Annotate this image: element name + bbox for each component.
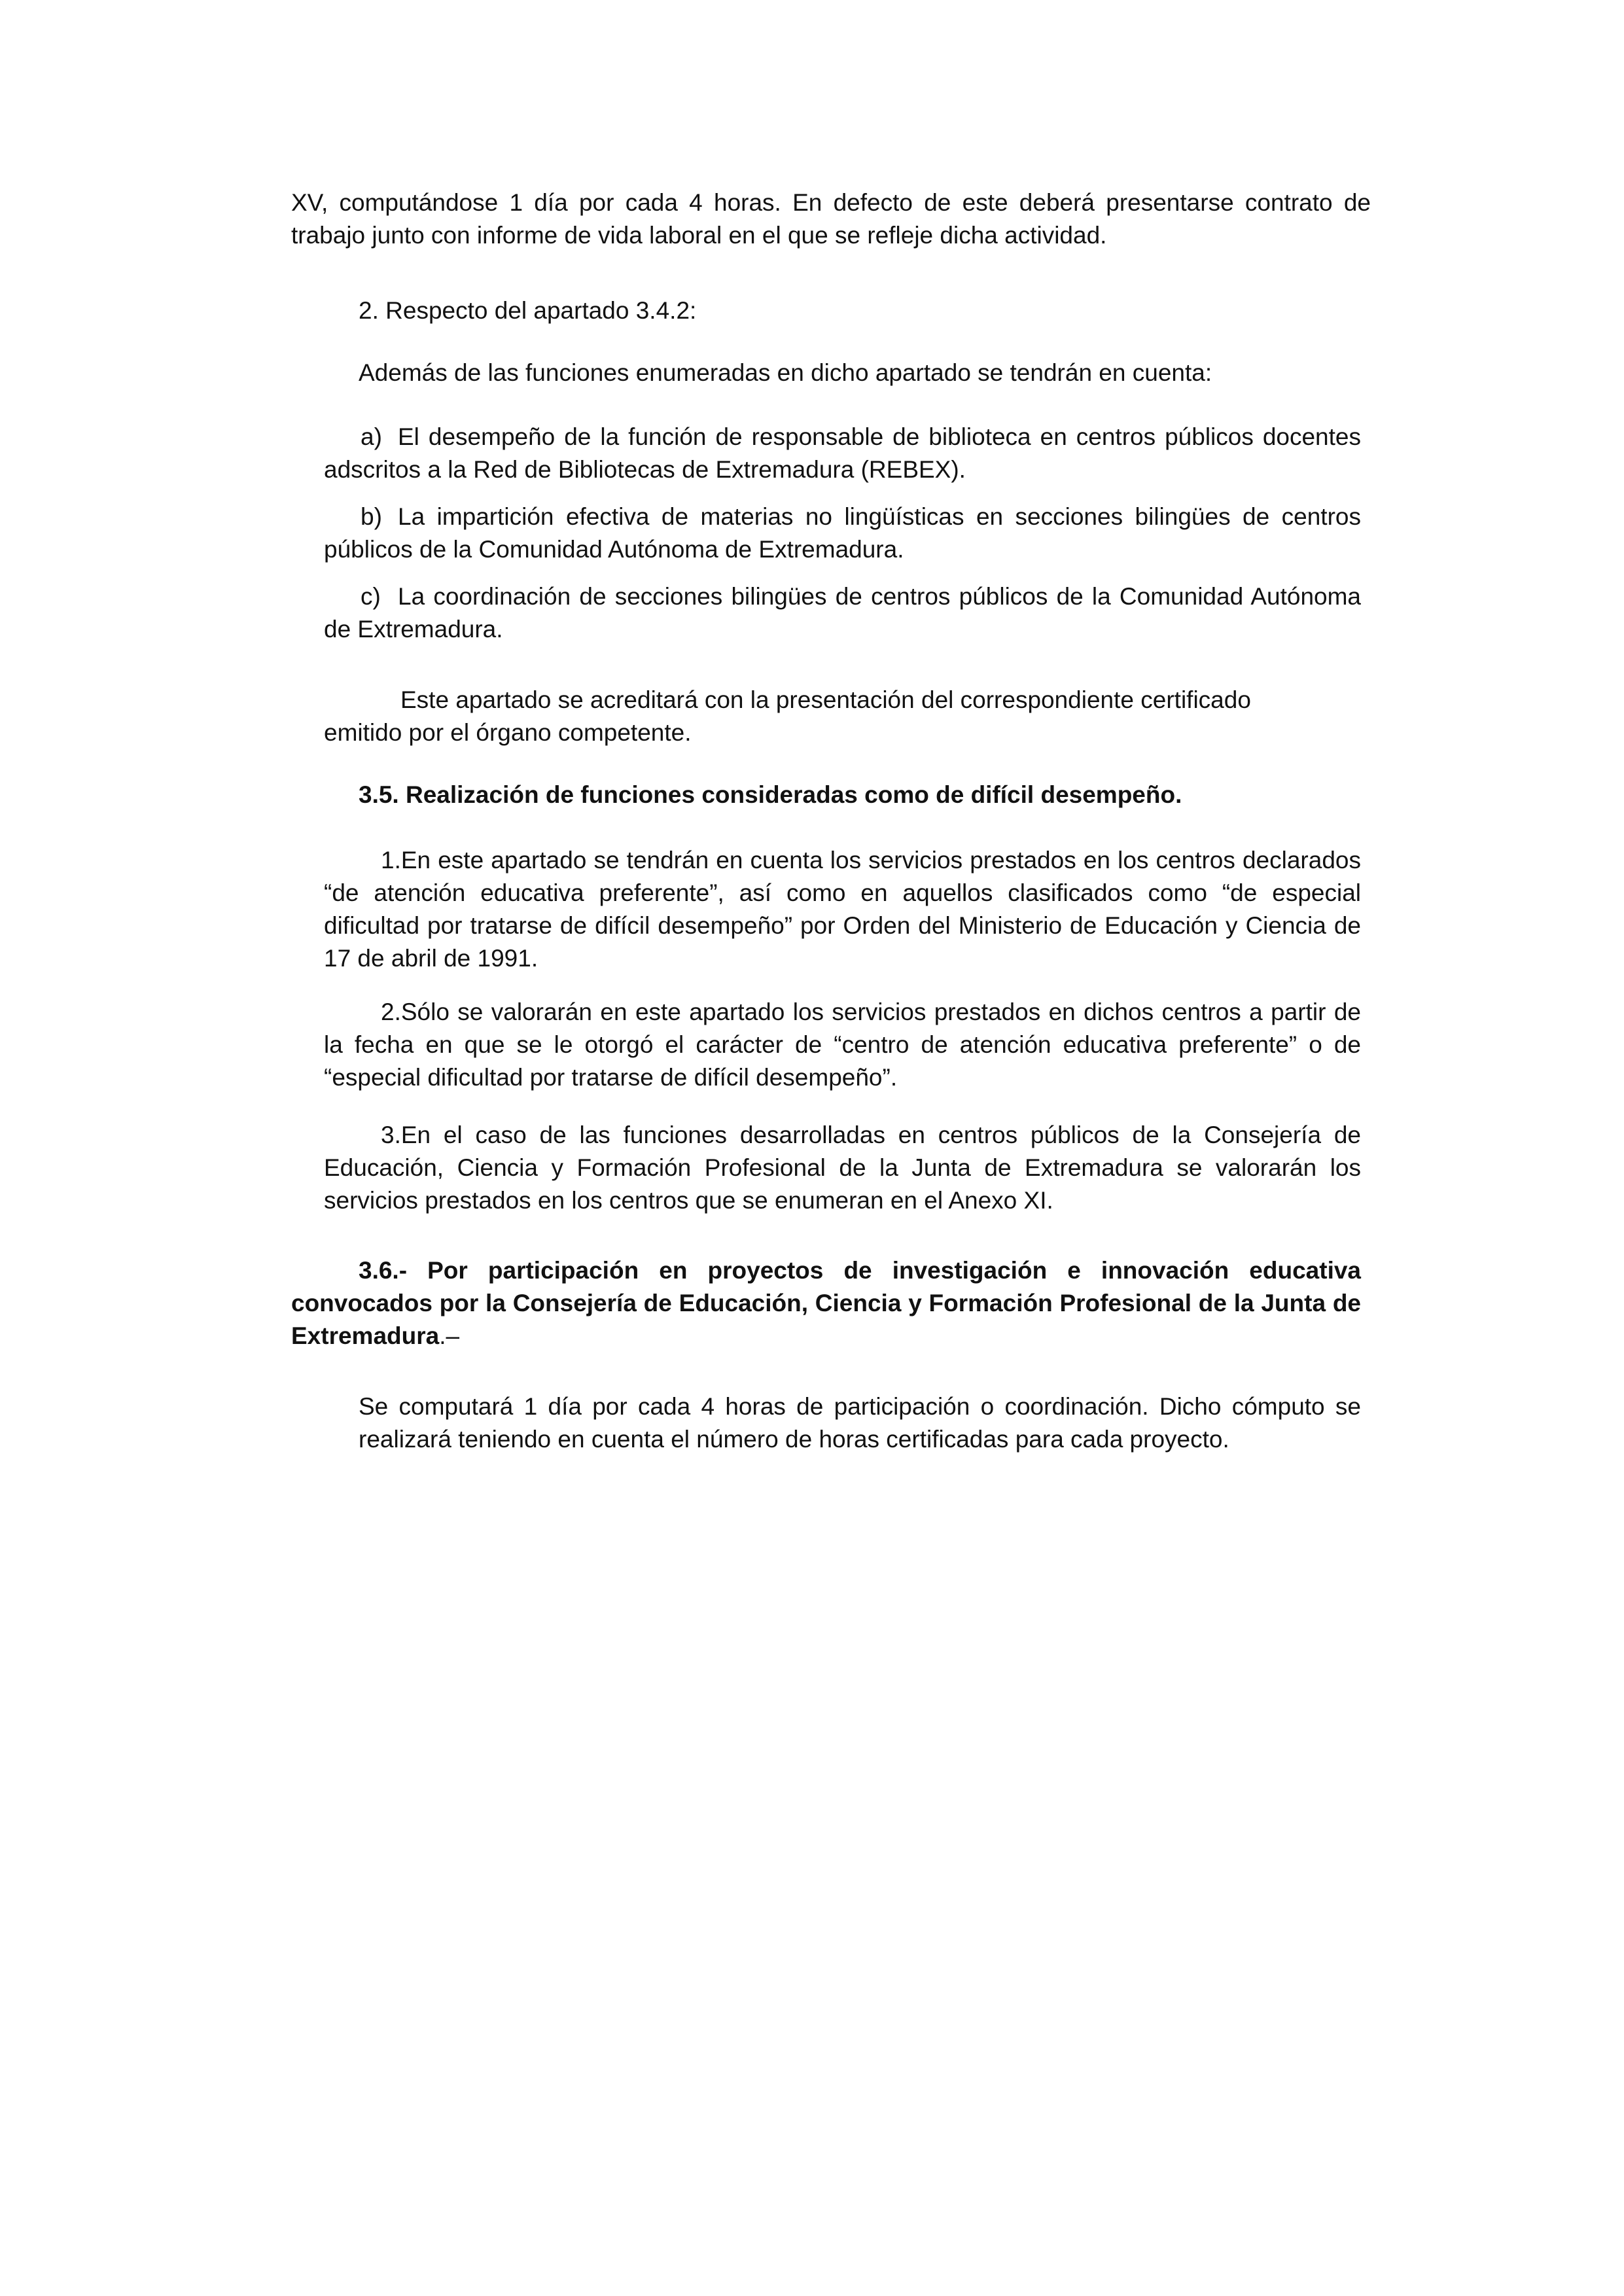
section-3-5-paragraph-2: 2.Sólo se valorarán en este apartado los servicios prestados en dichos centros a partir de la fecha en que se le otorgó el carácter de “centro de atención educativa preferente” o de “especial dificultad por tratarse de difícil desempeño”. — [324, 998, 1361, 1091]
list-item-a — [324, 421, 1361, 486]
section-3-6-paragraph: Se computará 1 día por cada 4 horas de participación o coordinación. Dicho cómputo se realizará teniendo en cuenta el número de horas certificadas para cada proyecto. — [359, 1393, 1361, 1453]
section-3-6-heading — [291, 1254, 1361, 1352]
list-text-b: La impartición efectiva de materias no lingüísticas en secciones bilingües de centros públicos de la Comunidad Autónoma de Extremadura. — [324, 503, 1361, 563]
acreditara-paragraph-line1: Este apartado se acreditará con la presentación del correspondiente certificado — [400, 686, 1251, 713]
ademas-paragraph: Además de las funciones enumeradas en dicho apartado se tendrán en cuenta: — [359, 359, 1212, 386]
item-2-text: Respecto del apartado 3.4.2: — [385, 297, 697, 324]
section-3-5-heading: 3.5. Realización de funciones consideradas como de difícil desempeño. — [359, 781, 1182, 808]
list-marker-c: c) — [361, 583, 381, 610]
item-2-heading — [359, 294, 1340, 327]
list-marker-a: a) — [361, 423, 382, 450]
list-text-a: El desempeño de la función de responsable de biblioteca en centros públicos docentes adscritos a la Red de Bibliotecas de Extremadura (REBEX). — [324, 423, 1361, 483]
list-text-c: La coordinación de secciones bilingües de centros públicos de la Comunidad Autónoma de Extremadura. — [324, 583, 1361, 643]
item-2-number: 2. — [359, 297, 379, 324]
list-marker-b: b) — [361, 503, 382, 530]
intro-paragraph: XV, computándose 1 día por cada 4 horas. En defecto de este deberá presentarse contrato de trabajo junto con informe de vida laboral en el que se refleje dicha actividad. — [291, 189, 1371, 249]
section-3-6-heading-tail: .– — [439, 1322, 460, 1349]
section-3-5-paragraph-1: 1.En este apartado se tendrán en cuenta los servicios prestados en los centros declarados “de atención educativa preferente”, así como en aquellos clasificados como “de especial dificultad por tratarse de difícil desempeño” por Orden del Ministerio de Educación y Ciencia de 17 de abril de 1991. — [324, 847, 1361, 972]
section-3-5-paragraph-3: 3.En el caso de las funciones desarrolladas en centros públicos de la Consejería de Educación, Ciencia y Formación Profesional de la Junta de Extremadura se valorarán los servicios prestados en los centros que se enumeran en el Anexo XI. — [324, 1122, 1361, 1214]
list-item-c — [324, 580, 1361, 646]
acreditara-paragraph-line2: emitido por el órgano competente. — [324, 719, 692, 746]
list-item-b — [324, 501, 1361, 566]
section-3-6-heading-text: 3.6.- Por participación en proyectos de investigación e innovación educativa convocados por la Consejería de Educación, Ciencia y Formación Profesional de la Junta de Extremadura — [291, 1257, 1361, 1349]
